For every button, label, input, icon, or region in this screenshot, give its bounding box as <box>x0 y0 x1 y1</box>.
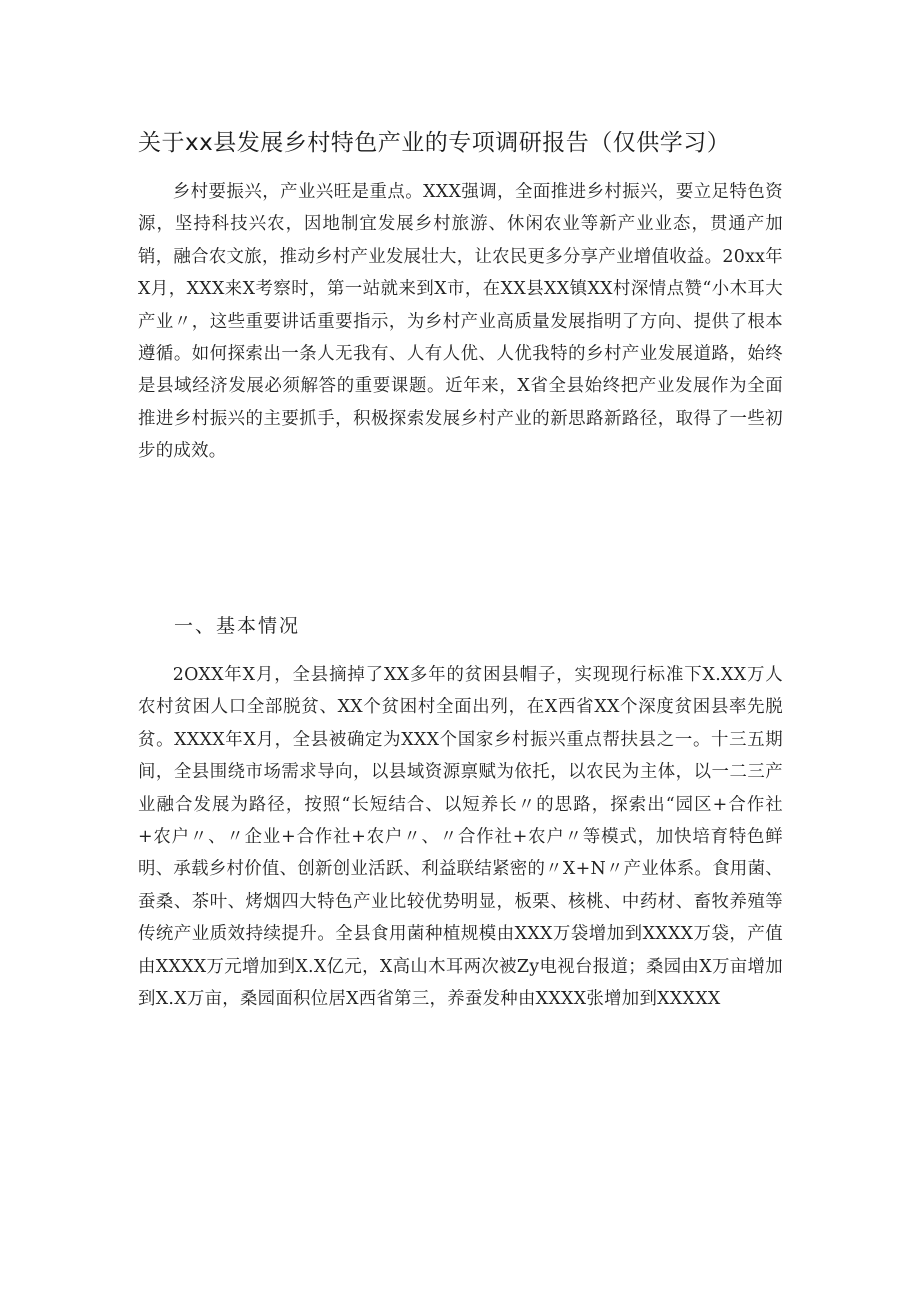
intro-paragraph: 乡村要振兴，产业兴旺是重点。XXX强调，全面推进乡村振兴，要立足特色资源，坚持科技兴农，因地制宜发展乡村旅游、休闲农业等新产业业态，贯通产加销，融合农文旅，推动乡村产业发展壮大，让农民更多分享产业增值收益。20xx年X月，XXX来X考察时，第一站就来到X市，在XX县XX镇XX村深情点赞“小木耳大产业〃，这些重要讲话重要指示，为乡村产业高质量发展指明了方向、提供了根本遵循。如何探索出一条人无我有、人有人优、人优我特的乡村产业发展道路，始终是县域经济发展必须解答的重要课题。近年来，X省全县始终把产业发展作为全面推进乡村振兴的主要抓手，积极探索发展乡村产业的新思路新路径，取得了一些初步的成效。 <box>138 182 783 462</box>
document-title: 关于xx县发展乡村特色产业的专项调研报告（仅供学习） <box>138 130 731 156</box>
section-heading: 一、基本情况 <box>174 615 301 637</box>
basic-situation-paragraph: 2OXX年X月，全县摘掉了XX多年的贫困县帽子，实现现行标准下X.XX万人农村贫困人口全部脱贫、XX个贫困村全面出列，在X西省XX个深度贫困县率先脱贫。XXXX年X月，全县被确定为XXX个国家乡村振兴重点帮扶县之一。十三五期间，全县围绕市场需求导向，以县域资源禀赋为依托，以农民为主体，以一二三产业融合发展为路径，按照“长短结合、以短养长〃的思路，探索出“园区+合作社+农户〃、〃企业+合作社+农户〃、〃合作社+农户〃等模式，加快培育特色鲜明、承载乡村价值、创新创业活跃、利益联结紧密的〃X+N〃产业体系。食用菌、蚕桑、茶叶、烤烟四大特色产业比较优势明显，板栗、核桃、中药材、畜牧养殖等传统产业质效持续提升。全县食用菌种植规模由XXX万袋增加到XXXX万袋，产值由XXXX万元增加到X.X亿元，X高山木耳两次被Zy电视台报道；桑园由X万亩增加到X.X万亩，桑园面积位居X西省第三，养蚕发种由XXXX张增加到XXXXX <box>138 665 783 1010</box>
